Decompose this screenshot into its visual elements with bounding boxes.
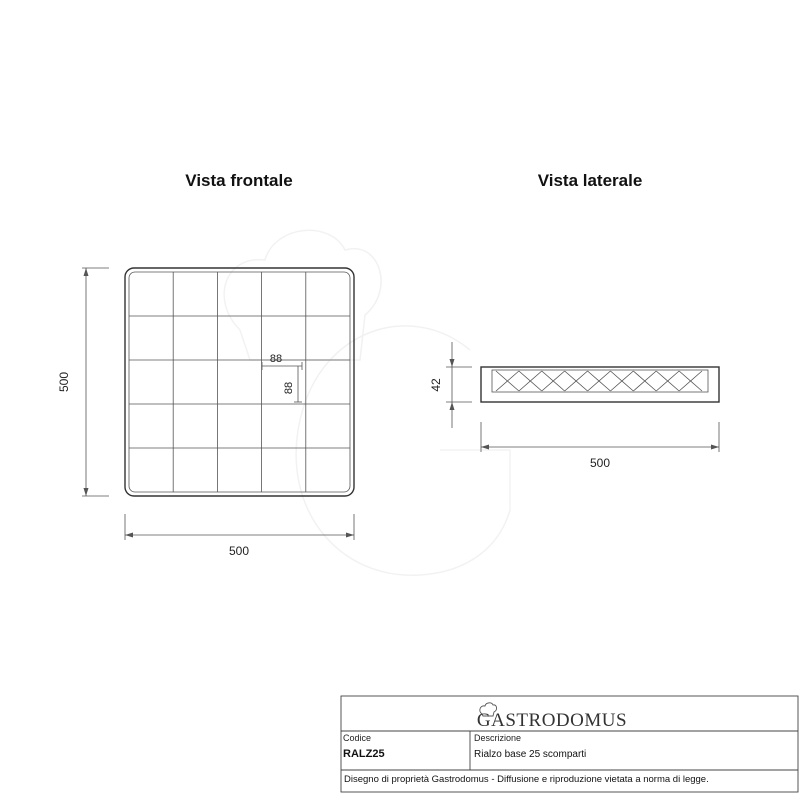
front-height-label: 500 xyxy=(57,371,71,393)
description-label: Descrizione xyxy=(474,733,522,743)
side-height-label: 42 xyxy=(429,378,443,392)
side-width-dimension xyxy=(481,422,719,470)
side-cross-pattern xyxy=(496,371,702,391)
chef-hat-g-icon xyxy=(224,230,510,575)
front-outline xyxy=(125,268,354,496)
cell-width-label: 88 xyxy=(269,353,283,365)
description-value: Rialzo base 25 scomparti xyxy=(474,749,587,760)
side-outline xyxy=(481,367,719,402)
brand-logo-text: GASTRODOMUS xyxy=(476,710,628,731)
front-height-dimension xyxy=(57,268,109,496)
side-width-label: 500 xyxy=(589,456,611,470)
cell-height-label: 88 xyxy=(283,381,295,395)
front-view xyxy=(57,268,354,558)
front-width-dimension xyxy=(125,514,354,558)
front-inner-outline xyxy=(129,272,350,492)
ownership-note: Disegno di proprietà Gastrodomus - Diffusione e riproduzione vietata a norma di legge. xyxy=(344,774,709,785)
front-width-label: 500 xyxy=(228,544,250,558)
side-view xyxy=(429,342,719,470)
side-inner-outline xyxy=(492,370,708,392)
front-grid xyxy=(129,272,350,492)
code-label: Codice xyxy=(343,733,372,743)
side-height-dimension xyxy=(429,342,472,428)
title-block xyxy=(341,696,798,792)
code-value: RALZ25 xyxy=(343,748,385,760)
front-view-title: Vista frontale xyxy=(185,171,293,190)
side-view-title: Vista laterale xyxy=(537,171,643,190)
